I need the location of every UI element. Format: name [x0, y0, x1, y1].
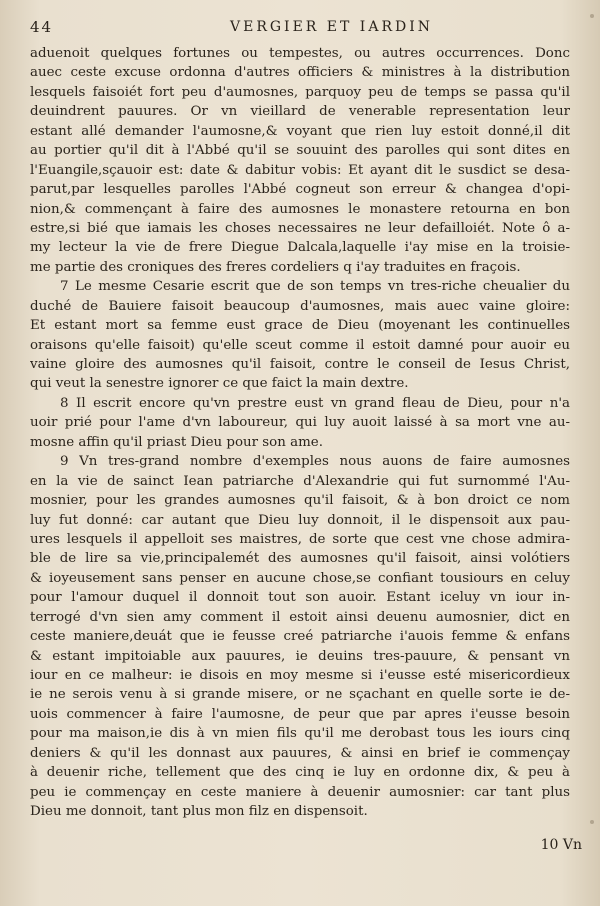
text-line: pour l'amour duquel il donnoit tout son auoir. Estant iceluy vn iour in- — [30, 590, 570, 606]
text-line: my lecteur la vie de frere Diegue Dalcala,laquelle i'ay mise en la troisie- — [30, 240, 570, 256]
text-line: ie ne serois venu à si grande misere, or ne sçachant en quelle sorte ie de- — [30, 687, 570, 703]
text-line: me partie des croniques des freres cordeliers q i'ay traduites en fraçois. — [30, 259, 521, 275]
text-line: luy fut donné: car autant que Dieu luy donnoit, il le dispensoit aux pau- — [30, 512, 570, 528]
text-line: ceste maniere,deuát que ie feusse creé patriarche i'auois femme & enfans — [30, 629, 570, 645]
text-line: deuindrent pauures. Or vn vieillard de venerable representation leur — [30, 104, 570, 120]
text-line: duché de Bauiere faisoit beaucoup d'aumosnes, mais auec vaine gloire: — [30, 298, 570, 314]
text-line: lesquels faisoiét fort peu d'aumosnes, parquoy peu de temps se passa qu'il — [30, 84, 570, 100]
text-line: au portier qu'il dit à l'Abbé qu'il se souuint des parolles qui sont dites en — [30, 143, 570, 159]
page-header — [30, 18, 570, 42]
page-number: 44 — [30, 18, 54, 36]
text-line: Dieu me donnoit, tant plus mon filz en dispensoit. — [30, 804, 368, 820]
text-line: mosne affin qu'il priast Dieu pour son ame. — [30, 434, 323, 450]
text-line: pour ma maison,ie dis à vn mien fils qu'il me derobast tous les iours cinq — [30, 726, 570, 742]
text-line: Et estant mort sa femme eust grace de Dieu (moyenant les continuelles — [30, 318, 570, 334]
catchword: 10 Vn — [540, 837, 582, 853]
text-line: deniers & qu'il les donnast aux pauures, & ainsi en brief ie commençay — [30, 745, 570, 761]
text-line: l'Euangile,sçauoir est: date & dabitur vobis: Et ayant dit le susdict se desa- — [30, 162, 570, 178]
text-line: parut,par lesquelles parolles l'Abbé cogneut son erreur & changea d'opi- — [30, 182, 570, 198]
margin-speck — [590, 14, 594, 18]
text-line: terrogé d'vn sien amy comment il estoit ainsi deuenu aumosnier, dict en — [30, 609, 570, 625]
margin-speck — [590, 820, 594, 824]
text-line: & estant impitoiable aux pauures, ie deuins tres-pauure, & pensant vn — [30, 648, 570, 664]
paragraph-start-line: 9 Vn tres-grand nombre d'exemples nous auons de faire aumosnes — [60, 454, 570, 470]
text-line: ble de lire sa vie,principalemét des aumosnes qu'il faisoit, ainsi volótiers — [30, 551, 570, 567]
text-line: en la vie de sainct Iean patriarche d'Alexandrie qui fut surnommé l'Au- — [30, 473, 570, 489]
text-line: mosnier, pour les grandes aumosnes qu'il faisoit, & à bon droict ce nom — [30, 493, 570, 509]
text-line: ures lesquels il appelloit ses maistres, de sorte que cest vne chose admira- — [30, 531, 570, 547]
text-line: & ioyeusement sans penser en aucune chose,se confiant tousiours en celuy — [30, 570, 570, 586]
text-line: uoir prié pour l'ame d'vn laboureur, qui luy auoit laissé à sa mort vne au- — [30, 415, 570, 431]
paragraph-start-line: 7 Le mesme Cesarie escrit que de son temps vn tres-riche cheualier du — [60, 279, 570, 295]
text-line: uois commencer à faire l'aumosne, de peur que par apres i'eusse besoin — [30, 706, 570, 722]
text-line: estant allé demander l'aumosne,& voyant que rien luy estoit donné,il dit — [30, 123, 570, 139]
text-line: nion,& commençant à faire des aumosnes le monastere retourna en bon — [30, 201, 570, 217]
body-text — [30, 44, 570, 822]
text-line: auec ceste excuse ordonna d'autres officiers & ministres à la distribution — [30, 65, 570, 81]
text-line: oraisons qu'elle faisoit) qu'elle sceut comme il estoit damné pour auoir eu — [30, 337, 570, 353]
paragraph-start-line: 8 Il escrit encore qu'vn prestre eust vn grand fleau de Dieu, pour n'a — [60, 395, 570, 411]
running-title: VERGIER ET IARDIN — [230, 19, 433, 35]
text-line: vaine gloire des aumosnes qu'il faisoit, contre le conseil de Iesus Christ, — [30, 357, 570, 372]
text-line: iour en ce malheur: ie disois en moy mesme si i'eusse esté misericordieux — [30, 668, 570, 683]
text-line: qui veut la senestre ignorer ce que faict la main dextre. — [30, 376, 409, 392]
text-line: peu ie commençay en ceste maniere à deuenir aumosnier: car tant plus — [30, 784, 570, 800]
text-line: aduenoit quelques fortunes ou tempestes, ou autres occurrences. Donc — [30, 46, 570, 61]
text-line: à deuenir riche, tellement que des cinq ie luy en ordonne dix, & peu à — [30, 765, 570, 781]
text-line: estre,si bié que iamais les choses necessaires ne leur defailloiét. Note ô a- — [30, 220, 570, 236]
